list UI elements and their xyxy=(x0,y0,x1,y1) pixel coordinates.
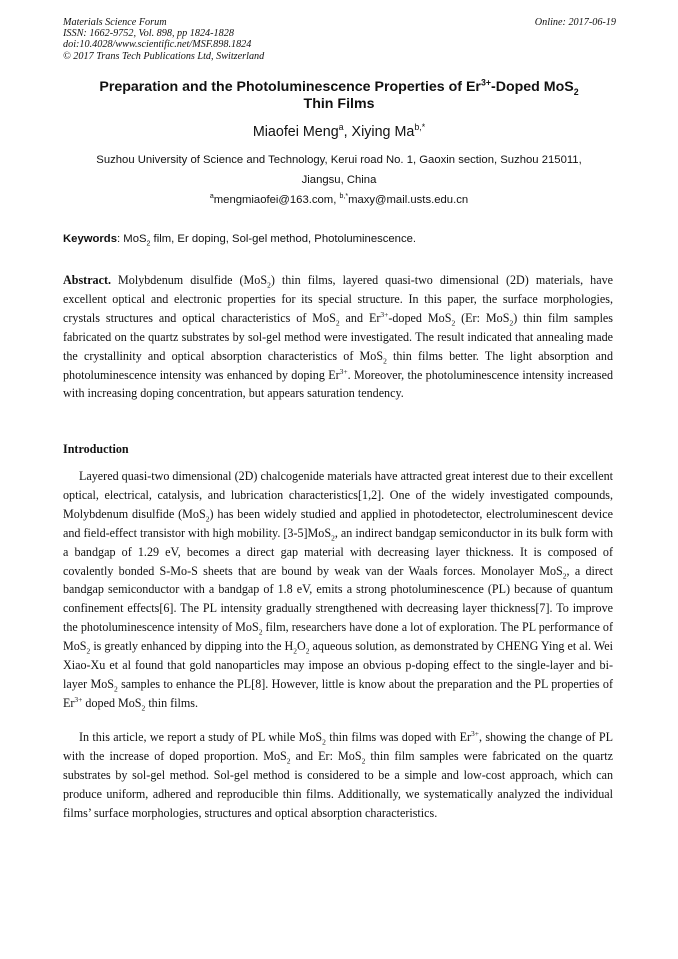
email-link[interactable]: maxy@mail.usts.edu.cn xyxy=(348,194,469,206)
author-name: Miaofei Meng xyxy=(252,124,339,140)
keywords-label: Keywords xyxy=(63,233,117,245)
author-list: Miaofei Meng$^a$, Xiying $Ma^{b,*}$ xyxy=(252,122,426,140)
intro-paragraph-2: In this article, we report a study of PL while MoS$_2$ thin films was doped with $Er^{3+}$, showing the change of PL with the increase of doped proportion. MoS$_2$ and Er: MoS$_2$ thin film samples were fabricated on the quartz substrates by sol-gel method. Sol-gel method is considered to be a simple and low-cost approach, which can produce uniform, adhered and reproducible thin films. Additionally, we systematically analyzed the individual films’ surface morphologies, structures and optical absorption characteristics. xyxy=(63,728,614,820)
abstract: Abstract. Molybdenum disulfide (MoS$_2$) thin films, layered quasi-two dimensional (2D) materials, have excellent optical and electronic properties for its special structure. In this paper, the surface morphologies, crystals structures and optical characteristics of MoS$_2$ and $Er^{3+}$-doped MoS$_2$ (Er: MoS$_2$) thin film samples fabricated on the quartz substrates by sol-gel method were investigated. The result indicated that annealing made the crystallinity and optical absorption characteristics of MoS$_2$ thin films better. The light absorption and photoluminescence intensity was enhanced by doping $Er^{3+}$. Moreover, the photoluminescence intensity increased with increasing doping concentration, but appears saturation tendency. xyxy=(63,273,614,401)
email-link[interactable]: mengmiaofei@163.com, xyxy=(213,194,340,206)
author-name: Xiying Ma xyxy=(351,124,415,140)
online-date: Online: 2017-06-19 xyxy=(534,17,616,28)
abstract-label: Abstract. xyxy=(63,273,112,287)
paper-title: Preparation and the Photoluminescence Properties of $Er^{3+}$-Doped MoS$_2$ Thin Films xyxy=(99,77,579,112)
journal-name: Materials Science Forum xyxy=(63,17,167,28)
keywords: Keywords: MoS$_2$ film, Er doping, Sol-gel method, Photoluminescence. xyxy=(63,233,417,248)
journal-header xyxy=(63,17,616,62)
intro-paragraph-1: Layered quasi-two dimensional (2D) chalcogenide materials have attracted great interest due to their excellent optical, electrical, catalysis, and lubrication characteristics[1,2]. One of the widely investigated compounds, Molybdenum disulfide (MoS$_2$) has been widely studied and applied in photodetector, electroluminescent device and field-effect transistor with high mobility. [3-5]MoS$_2$, an indirect bandgap semiconductor in its bulk form with a bandgap of 1.29 eV, becomes a direct gap material with decreasing layer thickness. It is composed of covalently bonded S-Mo-S sheets that are bound by weak van der Waals forces. Monolayer MoS$_2$, a direct bandgap semiconductor with a bandgap of 1.8 eV, emits a strong photoluminescence (PL) because of quantum confinement effects[6]. The PL intensity gradually strengthened with decreasing layer thickness[7]. To improve the photoluminescence intensity of MoS$_2$ film, researchers have done a lot of exploration. The PL performance of MoS$_2$ is greatly enhanced by dipping into the $H_2O_2$ aqueous solution, as demonstrated by CHENG Ying et al. Wei Xiao-Xu et al found that gold nanoparticles may impose an obvious p-doping effect to the single-layer and bi-layer MoS$_2$ samples to enhance the PL[8]. However, little is know about the preparation and the PL properties of $Er^{3+}$ doped MoS$_2$ thin films. xyxy=(63,469,614,713)
author-emails: $^a$mengmiaofei@163.com, $^{b,*}$maxy@mail.usts.edu.cn xyxy=(209,193,469,206)
section-heading-introduction: Introduction xyxy=(63,442,129,456)
copyright-line: © 2017 Trans Tech Publications Ltd, Switzerland xyxy=(63,50,265,62)
issn-line: ISSN: 1662-9752, Vol. 898, pp 1824-1828 xyxy=(63,28,234,40)
doi-line: doi:10.4028/www.scientific.net/MSF.898.1824 xyxy=(63,39,252,51)
affiliation: Suzhou University of Science and Technology, Kerui road No. 1, Gaoxin section, Suzhou 215011, Jiangsu, China xyxy=(96,154,582,186)
